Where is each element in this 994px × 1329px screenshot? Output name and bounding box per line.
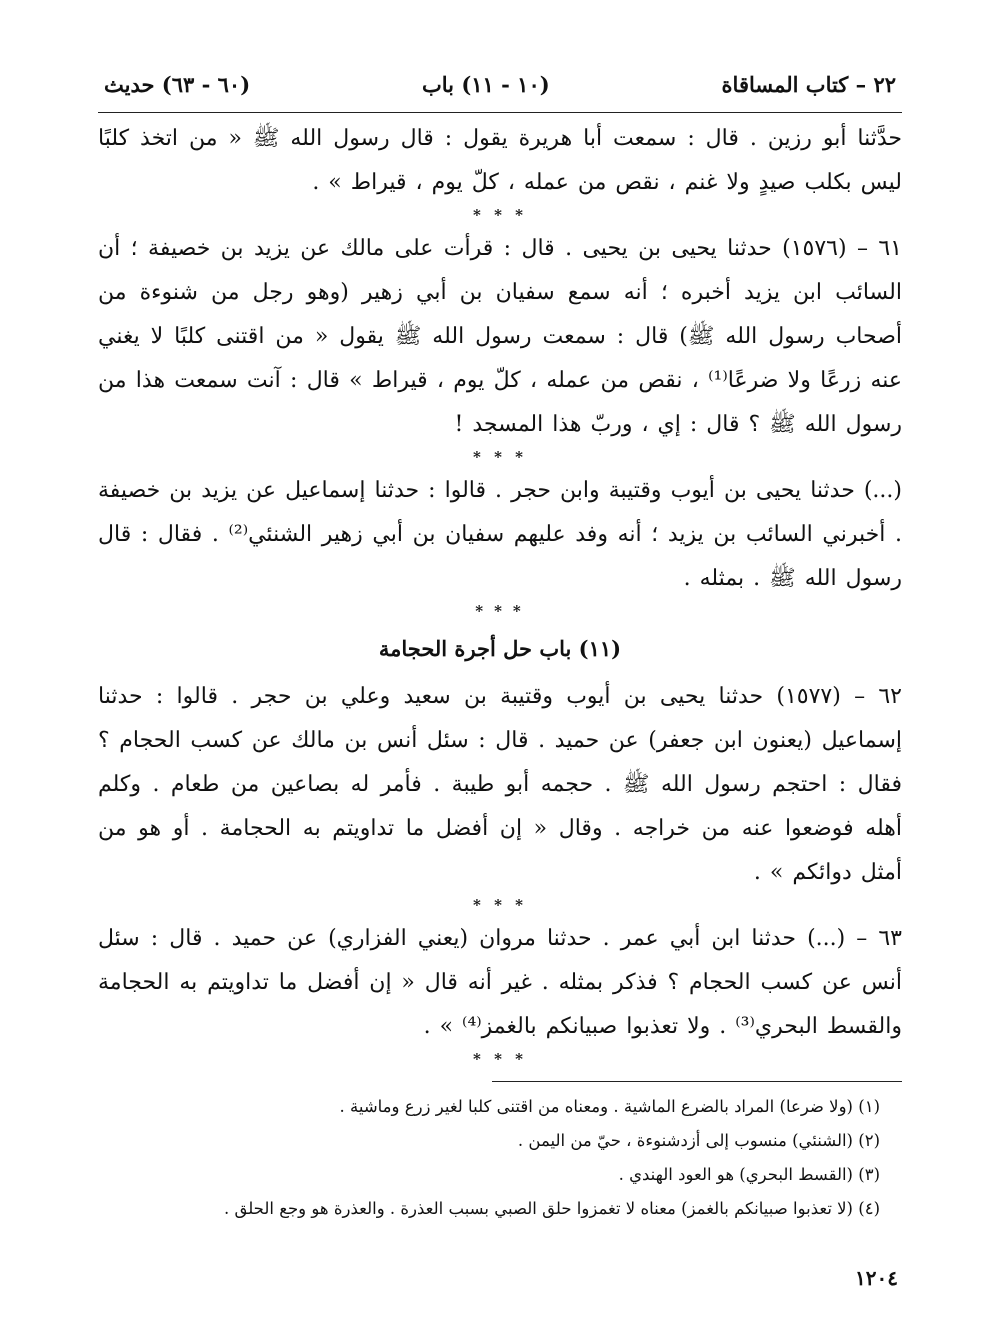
hadith-60-ending: حدَّثنا أبو رزين . قال : سمعت أبا هريرة يقول : قال رسول الله ﷺ « من اتخذ كلبًا ليس بكلب صيدٍ ولا غنم ، نقص من عمله ، كلّ يوم ، قيراط » . xyxy=(98,126,902,195)
hadith-61: ٦١ – (١٥٧٦) حدثنا يحيى بن يحيى . قال : قرأت على مالك عن يزيد بن خصيفة ؛ أن السائب ابن يزيد أخبره ؛ أنه سمع سفيان بن أبي زهير (وهو رجل من شنوءة من أصحاب رسول الله ﷺ) قال : سمعت رسول الله ﷺ يقول « من اقتنى كلبًا لا يغني عنه زرعًا ولا ضرعًا⁽¹⁾ ، نقص من عمله ، كلّ يوم ، قيراط » قال : آنت سمعت هذا من رسول الله ﷺ ؟ قال : إي ، وربّ هذا المسجد ! xyxy=(98,236,903,437)
page-number: ١٢٠٤ xyxy=(855,1266,898,1290)
hadith-63: ٦٣ – (...) حدثنا ابن أبي عمر . حدثنا مروان (يعني الفزاري) عن حميد . قال : سئل أنس عن كسب الحجام ؟ فذكر بمثله . غير أنه قال « إن أفضل ما تداويتم به الحجامة والقسط البحري⁽³⁾ . ولا تعذبوا صبيانكم بالغمز⁽⁴⁾ » . xyxy=(98,926,902,1039)
main-text xyxy=(98,117,902,1071)
footnote-2: (٢) (الشنئي) منسوب إلى أزدشنوءة ، حيّ من اليمن . xyxy=(517,1131,880,1150)
section-separator: * * * xyxy=(475,602,525,620)
section-separator: * * * xyxy=(473,1050,527,1068)
footnote-1: (١) (ولا ضرعا) المراد بالضرع الماشية . ومعناه من اقتنى كلبا لغير زرع وماشية . xyxy=(339,1097,880,1116)
running-header xyxy=(98,72,902,113)
hadith-61-variant: (...) حدثنا يحيى بن أيوب وقتيبة وابن حجر . قالوا : حدثنا إسماعيل عن يزيد بن خصيفة . أخبرني السائب بن يزيد ؛ أنه وفد عليهم سفيان بن أبي زهير الشنئي⁽²⁾ . فقال : قال رسول الله ﷺ . بمثله . xyxy=(98,478,902,591)
section-separator: * * * xyxy=(473,206,527,224)
footnote-4: (٤) (لا تعذبوا صبيانكم بالغمز) معناه لا تغمزوا حلق الصبي بسبب العذرة . والعذرة هو وجع الحلق . xyxy=(223,1199,880,1218)
footnote-rule xyxy=(492,1081,902,1082)
header-book-title: ٢٢ – كتاب المساقاة xyxy=(721,72,896,97)
section-separator: * * * xyxy=(473,896,527,914)
footnote-3: (٣) (القسط البحري) هو العود الهندي . xyxy=(618,1165,880,1184)
header-hadith-range: (٦٠ - ٦٣) حديث xyxy=(104,72,251,97)
header-chapter-range: (١٠ - ١١) باب xyxy=(422,72,550,97)
footnotes xyxy=(98,1090,902,1226)
section-separator: * * * xyxy=(473,448,527,466)
chapter-heading: (١١) باب حل أجرة الحجامة xyxy=(378,636,622,661)
hadith-62: ٦٢ – (١٥٧٧) حدثنا يحيى بن أيوب وقتيبة بن سعيد وعلي بن حجر . قالوا : حدثنا إسماعيل (يعنون ابن جعفر) عن حميد . قال : سئل أنس بن مالك عن كسب الحجام ؟ فقال : احتجم رسول الله ﷺ . حجمه أبو طيبة . فأمر له بصاعين من طعام . وكلم أهله فوضعوا عنه من خراجه . وقال « إن أفضل ما تداويتم به الحجامة . أو هو من أمثل دوائكم » . xyxy=(98,684,902,885)
